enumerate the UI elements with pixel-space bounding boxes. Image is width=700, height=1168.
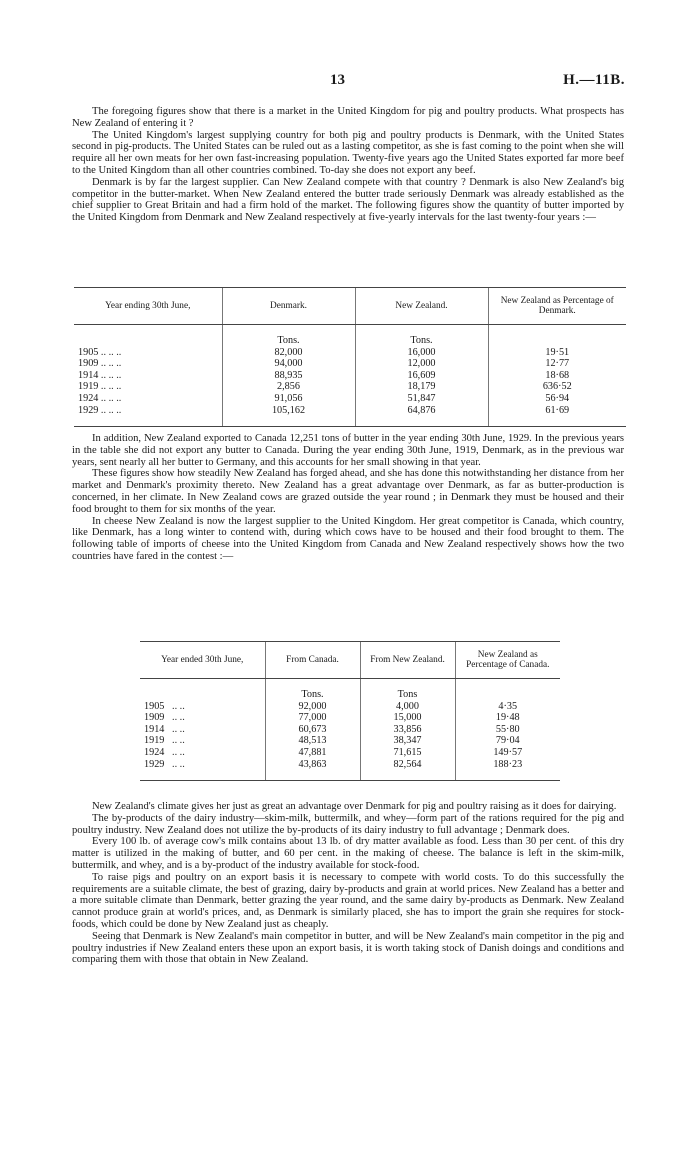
leader-dots: .. .. (172, 758, 185, 770)
units-row (74, 325, 626, 347)
leader-dots: .. .. (172, 735, 185, 747)
year-cell: 1905 .. .. (144, 700, 185, 712)
leader-dots: .. .. (172, 723, 185, 735)
table-row (74, 347, 626, 359)
table-row (74, 381, 626, 393)
unit-cell: Tons. (265, 679, 360, 701)
unit-cell (455, 679, 560, 701)
canada-cell: 48,513 (265, 735, 360, 747)
nz-cell: 4,000 (360, 701, 455, 713)
canada-cell: 60,673 (265, 724, 360, 736)
denmark-cell: 105,162 (222, 405, 355, 427)
table-header-row (74, 288, 626, 325)
leader-dots: .. .. .. (100, 381, 122, 393)
column-header-canada: From Canada. (265, 642, 360, 679)
nz-cell: 16,609 (355, 370, 488, 382)
paragraph: The by-products of the dairy industry—skim-milk, buttermilk, and whey—form part of the rations required for the pig and poultry industry. New Zealand does not utilize the by-products of its dairy industry to full advantage ; Denmark does. (72, 812, 624, 836)
column-header-new-zealand: New Zealand. (355, 288, 488, 325)
table-row (140, 735, 560, 747)
percentage-cell: 4·35 (455, 701, 560, 713)
year-cell: 1924 .. .. .. (78, 393, 122, 405)
percentage-cell: 19·51 (488, 347, 626, 359)
year-cell: 1919 .. .. (144, 735, 185, 747)
percentage-cell: 636·52 (488, 381, 626, 393)
denmark-cell: 88,935 (222, 370, 355, 382)
table-row (140, 701, 560, 713)
year-cell: 1909 .. .. (144, 712, 185, 724)
column-header-year: Year ended 30th June, (140, 642, 265, 679)
percentage-cell: 79·04 (455, 735, 560, 747)
paragraph: The United Kingdom's largest supplying country for both pig and poultry products is Denmark, with the United States second in pig-products. The United States can be ruled out as a lasting competitor, as she is fast coming to the point when she will require all her own meats for her own fast-increasing population. Twenty-five years ago the United States exported far more beef to the United Kingdom than all other countries combined. To-day she does not export any beef. (72, 129, 624, 176)
table-row (74, 370, 626, 382)
nz-cell: 82,564 (360, 759, 455, 781)
paragraph: New Zealand's climate gives her just as great an advantage over Denmark for pig and poultry raising as it does for dairying. (92, 801, 617, 812)
report-code: H.—11B. (563, 72, 625, 88)
year-cell: 1914 .. .. .. (78, 369, 122, 381)
unit-cell (140, 679, 265, 701)
leader-dots: .. .. (172, 747, 185, 759)
canada-cell: 43,863 (265, 759, 360, 781)
percentage-cell: 61·69 (488, 405, 626, 427)
table-row (140, 712, 560, 724)
year-cell: 1929 .. .. .. (74, 405, 222, 427)
unit-cell: Tons. (222, 325, 355, 347)
page-number: 13 (330, 72, 345, 88)
unit-cell: Tons (360, 679, 455, 701)
leader-dots: .. .. .. (100, 369, 122, 381)
paragraph: Every 100 lb. of average cow's milk contains about 13 lb. of dry matter available as food. Less than 30 per cent. of this dry matter is utilized in the making of butter, and 60 per cent. in the making of cheese. The balance is left in the skim-milk, buttermilk, and whey, and is a by-product of the industry available for stock-food. (72, 836, 624, 871)
nz-cell: 15,000 (360, 712, 455, 724)
column-header-percentage: New Zealand as Percentage of Denmark. (488, 288, 626, 325)
denmark-cell: 82,000 (222, 347, 355, 359)
column-header-new-zealand: From New Zealand. (360, 642, 455, 679)
paragraph: In addition, New Zealand exported to Canada 12,251 tons of butter in the year ending 30th June, 1929. In the previous years in the table she did not export any butter to Canada. During the year ending 30th June, 1919, Denmark, as in the previous war years, sent nearly all her butter to Germany, and this accounts for her small showing in that year. (72, 433, 624, 468)
nz-cell: 38,347 (360, 735, 455, 747)
denmark-cell: 91,056 (222, 393, 355, 405)
units-row (140, 679, 560, 701)
table-row (140, 747, 560, 759)
column-header-denmark: Denmark. (222, 288, 355, 325)
unit-cell (488, 325, 626, 347)
paragraph: These figures show how steadily New Zealand has forged ahead, and she has done this notwithstanding her distance from her market and Denmark's proximity thereto. New Zealand has a great advantage over Denmark, as far as butter-production is concerned, in her climate. In New Zealand cows are grazed outside the year round ; in Denmark they must be housed and their food brought to them for six months of the year. (72, 468, 624, 515)
paragraph: Denmark is by far the largest supplier. Can New Zealand compete with that country ? Denmark is also New Zealand's big competitor in the butter-market. When New Zealand entered the butter trade seriously Denmark was already established as the chief supplier to Great Britain and had a firm hold of the market. The following figures show the quantity of butter imported by the United Kingdom from Denmark and New Zealand respectively at five-yearly intervals for the last twenty-four years :— (72, 176, 624, 224)
table-row (74, 358, 626, 370)
paragraph: Seeing that Denmark is New Zealand's main competitor in butter, and will be New Zealand's main competitor in the pig and poultry industries if New Zealand enters these upon an export basis, it is worth taking stock of Danish doings and conditions and comparing them with those that obtain in New Zealand. (72, 930, 624, 966)
nz-cell: 33,856 (360, 724, 455, 736)
year-cell: 1929 .. .. (140, 759, 265, 781)
leader-dots: .. .. .. (100, 404, 122, 416)
nz-cell: 51,847 (355, 393, 488, 405)
column-header-percentage: New Zealand as Percentage of Canada. (455, 642, 560, 679)
year-cell: 1924 .. .. (144, 747, 185, 759)
year-cell: 1909 .. .. .. (78, 358, 122, 370)
canada-cell: 47,881 (265, 747, 360, 759)
year-cell: 1905 .. .. .. (78, 346, 122, 358)
leader-dots: .. .. (172, 712, 185, 724)
percentage-cell: 18·68 (488, 370, 626, 382)
column-header-year: Year ending 30th June, (74, 288, 222, 325)
unit-cell: Tons. (355, 325, 488, 347)
nz-cell: 18,179 (355, 381, 488, 393)
body-text-middle (72, 433, 624, 563)
page-header (0, 72, 700, 94)
table-row (140, 724, 560, 736)
paragraph: The foregoing figures show that there is a market in the United Kingdom for pig and poultry products. What prospects has New Zealand of entering it ? (72, 106, 624, 129)
year-cell: 1919 .. .. .. (78, 381, 122, 393)
denmark-cell: 94,000 (222, 358, 355, 370)
nz-cell: 12,000 (355, 358, 488, 370)
nz-cell: 71,615 (360, 747, 455, 759)
leader-dots: .. .. (172, 700, 185, 712)
canada-cell: 92,000 (265, 701, 360, 713)
leader-dots: .. .. .. (100, 346, 122, 358)
cheese-imports-table (140, 641, 560, 781)
body-text-bottom (72, 801, 624, 966)
percentage-cell: 55·80 (455, 724, 560, 736)
unit-cell (74, 325, 222, 347)
percentage-cell: 149·57 (455, 747, 560, 759)
leader-dots: .. .. .. (100, 358, 122, 370)
nz-cell: 16,000 (355, 347, 488, 359)
year-cell: 1914 .. .. (144, 723, 185, 735)
percentage-cell: 56·94 (488, 393, 626, 405)
table-row (140, 759, 560, 781)
percentage-cell: 12·77 (488, 358, 626, 370)
paragraph: In cheese New Zealand is now the largest supplier to the United Kingdom. Her great competitor is Canada, which country, like Denmark, has a long winter to contend with, during which cows have to be housed and their food brought to them. The following table of imports of cheese into the United Kingdom from Canada and New Zealand respectively shows how the two countries have fared in the contest :— (72, 515, 624, 562)
nz-cell: 64,876 (355, 405, 488, 427)
butter-imports-table (74, 287, 626, 427)
leader-dots: .. .. .. (100, 393, 122, 405)
denmark-cell: 2,856 (222, 381, 355, 393)
percentage-cell: 19·48 (455, 712, 560, 724)
body-text-top (72, 106, 624, 224)
percentage-cell: 188·23 (455, 759, 560, 781)
canada-cell: 77,000 (265, 712, 360, 724)
table-row (74, 393, 626, 405)
paragraph: To raise pigs and poultry on an export basis it is necessary to compete with world costs. To do this successfully the requirements are a suitable climate, the best of grazing, dairy by-products and grain at world prices. New Zealand has a better and a more suitable climate than Denmark, better grazing the year round, and the same dairy by-products as Denmark. New Zealand cannot produce grain at world's prices, and, as Denmark is similarly placed, she has to import the grain she requires for stock-foods, which could be done by New Zealand just as cheaply. (72, 871, 624, 930)
table-header-row (140, 642, 560, 679)
table-row (74, 405, 626, 427)
